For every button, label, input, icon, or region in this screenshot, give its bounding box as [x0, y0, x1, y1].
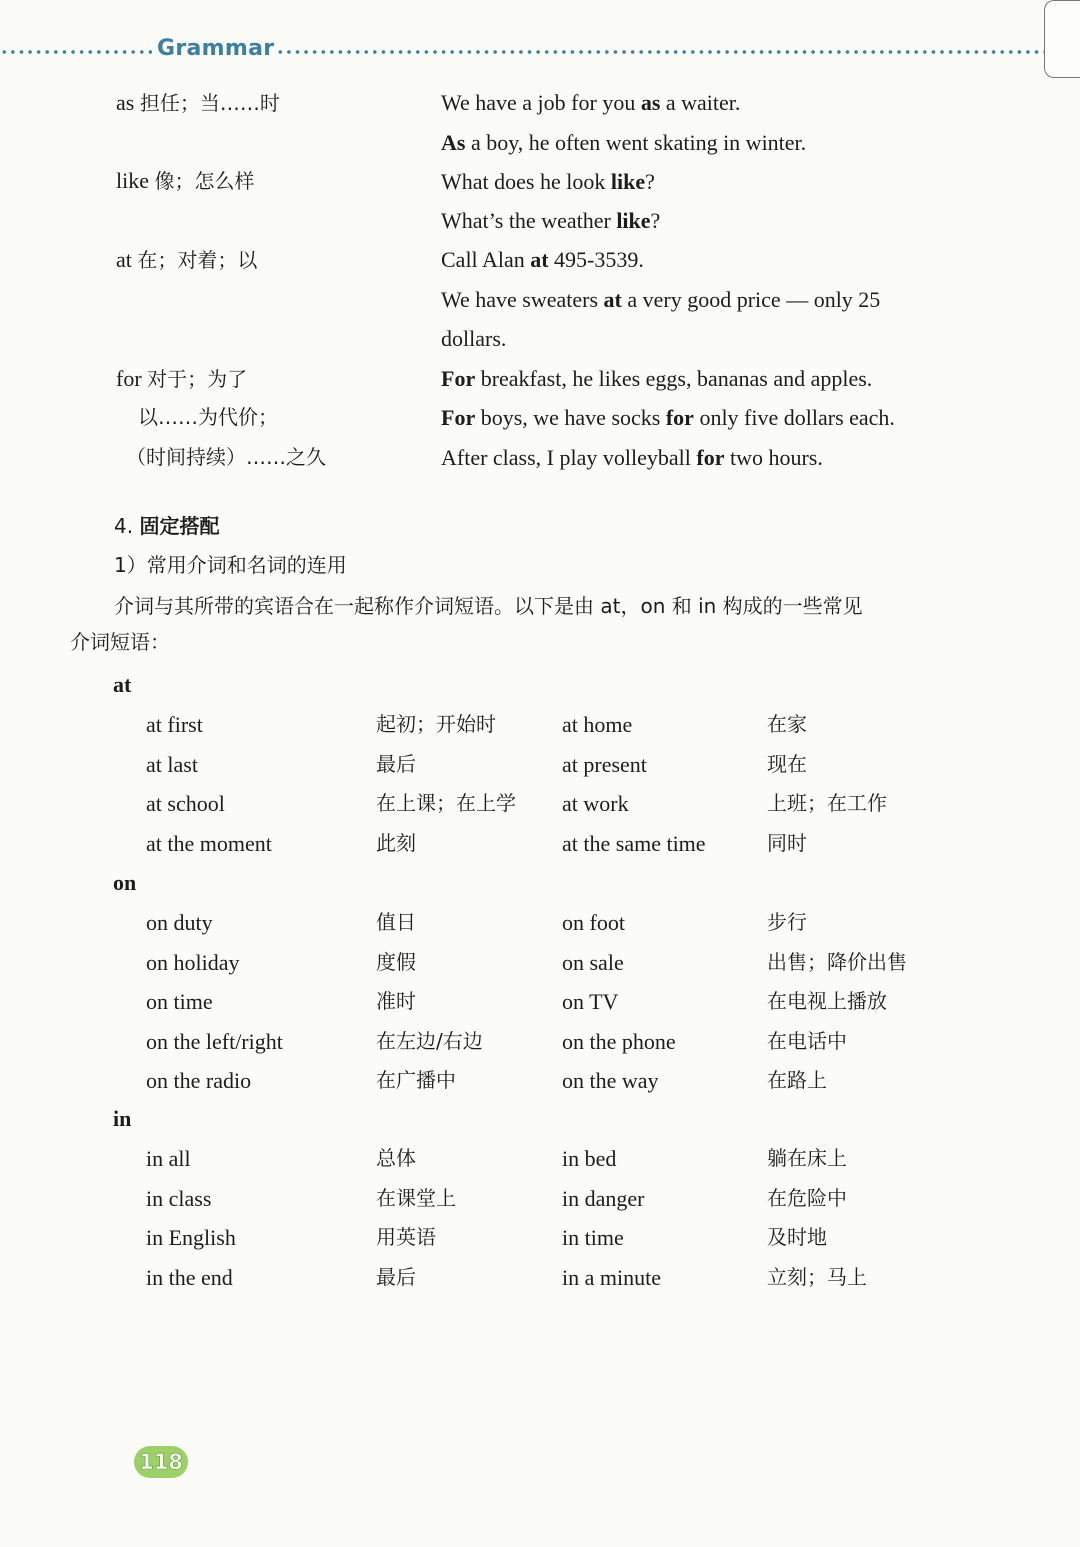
example-as-1	[441, 92, 740, 114]
group-label-1: on	[113, 870, 137, 895]
header-dotted-rule-right	[276, 48, 1048, 56]
example-text: ?	[645, 169, 655, 194]
section-title: 固定搭配	[139, 514, 220, 538]
phrase-meaning: 最后	[376, 751, 416, 776]
phrase-meaning: 在左边/右边	[376, 1028, 483, 1053]
phrase-meaning: 总体	[376, 1146, 416, 1170]
phrase: at school	[146, 791, 225, 816]
prep-meaning: 对于；为了	[147, 367, 248, 391]
subsection-heading	[114, 555, 347, 575]
example-text: a waiter.	[660, 90, 741, 115]
group-label-2: in	[113, 1106, 132, 1131]
phrase-meaning: 上班；在工作	[767, 791, 887, 815]
phrase: at first	[146, 712, 203, 737]
phrase: in danger	[562, 1185, 645, 1211]
example-keyword: for	[696, 445, 725, 470]
section-number: 4.	[114, 514, 134, 538]
prep-word: as	[116, 90, 135, 115]
prep-word: like	[116, 168, 149, 193]
section-4-heading	[114, 516, 219, 536]
phrase: on holiday	[146, 949, 240, 975]
phrase-meaning: 在家	[767, 712, 807, 736]
page-number: 118	[139, 1450, 183, 1474]
example-keyword: For	[441, 366, 476, 391]
example-like-2	[441, 210, 660, 232]
prep-word: for	[116, 366, 142, 391]
example-keyword: for	[665, 405, 694, 430]
phrase-meaning: 及时地	[767, 1225, 827, 1249]
phrase-meaning: 度假	[376, 949, 416, 974]
prep-meaning: 像；怎么样	[154, 169, 255, 193]
example-keyword: like	[616, 208, 651, 233]
phrase-meaning: 在电话中	[767, 1028, 847, 1053]
group-label-0: at	[113, 672, 132, 697]
example-text: boys, we have socks	[475, 405, 666, 430]
example-as-2	[441, 132, 806, 154]
phrase: in the end	[146, 1264, 233, 1290]
phrase: in English	[146, 1225, 236, 1250]
example-keyword: as	[640, 90, 661, 115]
example-for-3	[441, 447, 823, 469]
intro-line-2: 介词短语：	[70, 630, 170, 654]
example-at-1	[441, 249, 644, 271]
phrase-meaning: 立刻；马上	[767, 1264, 867, 1289]
prep-at	[116, 249, 257, 271]
phrase: on the radio	[146, 1068, 252, 1093]
subsection-title: 常用介词和名词的连用	[146, 553, 347, 577]
phrase-meaning: 此刻	[376, 830, 416, 855]
example-for-2	[441, 407, 895, 429]
phrase: at last	[146, 751, 198, 777]
prep-for	[116, 368, 247, 390]
phrase: on time	[146, 989, 213, 1014]
phrase-meaning: 在课堂上	[376, 1185, 456, 1210]
phrase-meaning: 步行	[767, 910, 807, 934]
example-text: ?	[650, 208, 661, 233]
example-text: What’s the weather	[441, 208, 617, 233]
prep-for-meaning-2: 以……为代价；	[138, 405, 278, 429]
example-at-2-cont: dollars.	[441, 326, 507, 351]
section-header-title: Grammar	[157, 36, 275, 61]
phrase: in time	[562, 1225, 624, 1250]
phrase: in all	[146, 1146, 191, 1171]
phrase-meaning: 在上课；在上学	[376, 791, 516, 815]
phrase: at the moment	[146, 830, 272, 856]
phrase-meaning: 最后	[376, 1264, 416, 1289]
phrase-meaning: 在电视上播放	[767, 989, 887, 1013]
phrase: at home	[562, 712, 633, 737]
prep-meaning: 在；对着；以	[137, 248, 258, 272]
phrase: on sale	[562, 949, 624, 975]
prep-for-meaning-3: （时间持续）……之久	[126, 445, 326, 469]
example-keyword: at	[530, 247, 549, 272]
example-text: two hours.	[724, 445, 823, 470]
example-keyword: at	[603, 287, 622, 312]
phrase: at the same time	[562, 830, 706, 856]
prep-as	[116, 92, 280, 114]
example-text: We have a job for you	[441, 90, 641, 115]
phrase: in bed	[562, 1146, 617, 1171]
phrase-meaning: 同时	[767, 830, 807, 855]
example-keyword: like	[610, 169, 646, 194]
phrase: in a minute	[562, 1264, 661, 1290]
phrase: on the way	[562, 1068, 659, 1093]
example-text: 495-3539.	[548, 247, 644, 272]
example-text: a boy, he often went skating in winter.	[465, 130, 807, 155]
example-text: a very good price — only 25	[621, 287, 881, 312]
phrase: on foot	[562, 910, 625, 935]
phrase: on the phone	[562, 1028, 676, 1054]
phrase-meaning: 现在	[767, 751, 807, 776]
prep-word: at	[116, 247, 132, 272]
example-text: We have sweaters	[441, 287, 604, 312]
example-text: Call Alan	[441, 247, 531, 272]
example-for-1	[441, 368, 872, 390]
example-text: only five dollars each.	[693, 405, 895, 430]
phrase-meaning: 准时	[376, 989, 416, 1013]
example-text: After class, I play volleyball	[441, 445, 697, 470]
intro-line-1: 介词与其所带的宾语合在一起称作介词短语。以下是由 at，on 和 in 构成的一些常见	[114, 594, 863, 618]
example-keyword: As	[441, 130, 466, 155]
phrase-meaning: 在路上	[767, 1068, 827, 1092]
example-text: breakfast, he likes eggs, bananas and apples.	[475, 366, 873, 391]
subsection-number: 1）	[114, 553, 147, 577]
phrase: at work	[562, 791, 629, 816]
phrase-meaning: 用英语	[376, 1225, 436, 1249]
phrase: at present	[562, 751, 647, 777]
phrase: on the left/right	[146, 1028, 283, 1054]
phrase: in class	[146, 1185, 212, 1211]
phrase: on duty	[146, 910, 213, 935]
phrase-meaning: 躺在床上	[767, 1146, 847, 1170]
example-at-2	[441, 289, 880, 311]
header-dotted-rule-left	[0, 48, 152, 56]
phrase-meaning: 值日	[376, 910, 416, 934]
example-keyword: For	[441, 405, 476, 430]
prep-meaning: 担任；当……时	[139, 91, 280, 115]
phrase-meaning: 在广播中	[376, 1068, 456, 1092]
phrase-meaning: 在危险中	[767, 1185, 847, 1210]
example-like-1	[441, 171, 655, 193]
prep-like	[116, 170, 255, 192]
phrase-meaning: 起初；开始时	[376, 712, 496, 736]
page-number-badge	[134, 1446, 188, 1478]
phrase-meaning: 出售；降价出售	[767, 949, 907, 974]
page-corner-tab	[1044, 0, 1080, 78]
example-text: What does he look	[441, 169, 611, 194]
phrase: on TV	[562, 989, 619, 1014]
